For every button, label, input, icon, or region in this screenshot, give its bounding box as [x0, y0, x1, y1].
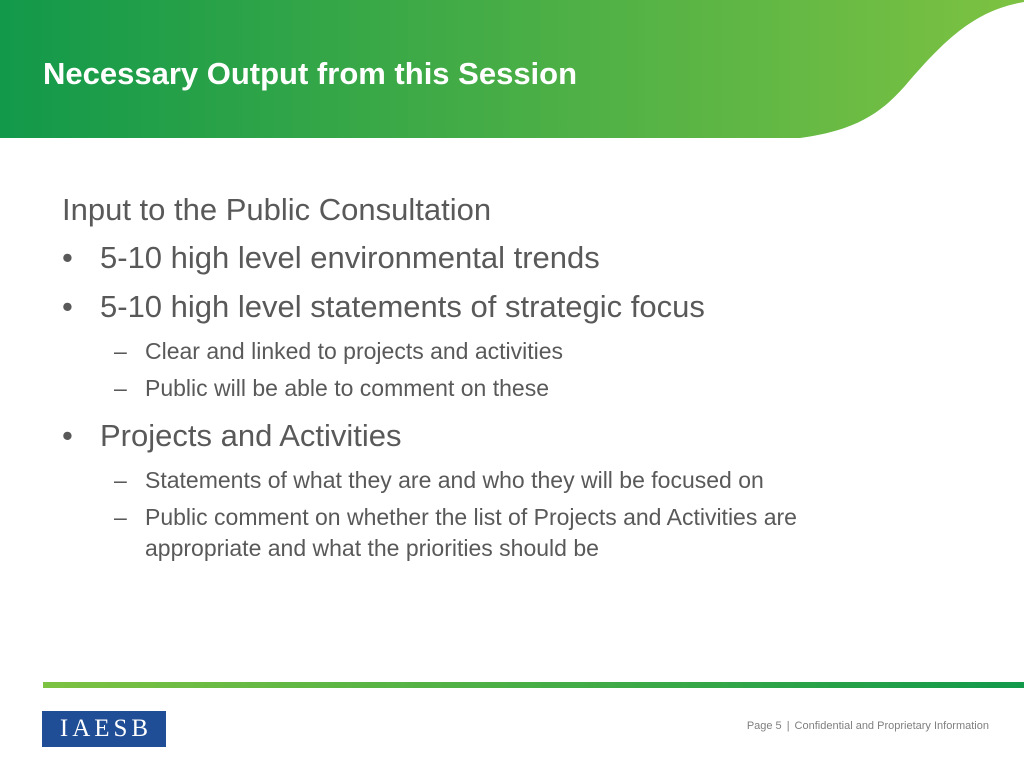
footer-divider	[43, 682, 1024, 688]
bullet-marker: •	[62, 240, 73, 275]
sub-bullet-text: Clear and linked to projects and activities	[145, 338, 564, 364]
sub-bullet-marker: –	[114, 504, 127, 530]
bullet-item	[62, 287, 962, 327]
sub-bullet-text: Public will be able to comment on these	[145, 375, 549, 401]
sub-bullet-item	[62, 465, 962, 496]
bullet-item	[62, 238, 962, 278]
sub-bullet-marker: –	[114, 467, 127, 493]
sub-bullet-text: Statements of what they are and who they will be focused on	[145, 467, 764, 493]
slide-title: Necessary Output from this Session	[43, 56, 578, 91]
slide-content	[62, 190, 962, 570]
logo-text: IAESB	[59, 715, 153, 742]
sub-bullet-item	[62, 373, 962, 404]
bullet-marker: •	[62, 418, 73, 453]
sub-bullet-item	[62, 502, 895, 564]
confidential-notice: Confidential and Proprietary Information	[794, 720, 989, 732]
iaesb-logo	[42, 711, 166, 747]
sub-bullet-text: Public comment on whether the list of Projects and Activities are appropriate and what the priorities should be	[145, 504, 797, 561]
bullet-marker: •	[62, 289, 73, 324]
sub-bullet-marker: –	[114, 375, 127, 401]
bullet-text: 5-10 high level environmental trends	[100, 240, 600, 275]
bullet-item	[62, 416, 962, 456]
page-number: Page 5	[746, 720, 782, 732]
sub-bullet-item	[62, 336, 962, 367]
bullet-text: Projects and Activities	[100, 418, 402, 453]
footer-info	[747, 720, 989, 732]
bullet-text: 5-10 high level statements of strategic focus	[100, 289, 705, 324]
intro-line: Input to the Public Consultation	[62, 192, 492, 227]
footer-separator: |	[786, 720, 790, 732]
sub-bullet-marker: –	[114, 338, 127, 364]
